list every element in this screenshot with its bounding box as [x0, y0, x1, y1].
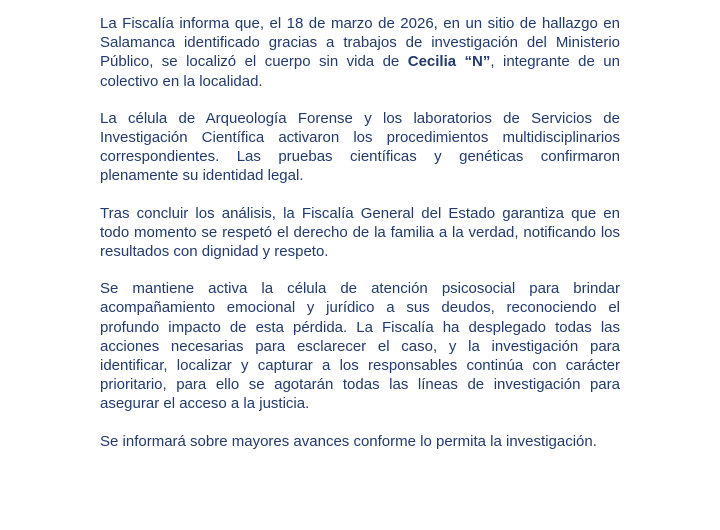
paragraph-3: Tras concluir los análisis, la Fiscalía General del Estado garantiza que en todo momento se respetó el derecho de la familia a la verdad, notificando los resultados con dignidad y respeto. — [100, 204, 620, 261]
paragraph-5: Se informará sobre mayores avances conforme lo permita la investigación. — [100, 432, 597, 450]
victim-name: Cecilia “N” — [407, 53, 491, 71]
paragraph-2: La célula de Arqueología Forense y los laboratorios de Servicios de Investigación Científica activaron los procedimientos multidisciplinarios correspondientes. Las pruebas científicas y genéticas confirmaron plenamente su identidad legal. — [100, 109, 620, 185]
paragraph-1-after: , integrante de un colectivo en la localidad. — [100, 53, 620, 90]
paragraph-1-before: La Fiscalía informa que, el 18 de marzo de 2026, en un sitio de hallazgo en Salamanca identificado gracias a trabajos de investigación del Ministerio Público, se localizó el cuerpo sin vida de — [100, 15, 620, 71]
paragraph-4: Se mantiene activa la célula de atención psicosocial para brindar acompañamiento emocional y jurídico a sus deudos, reconociendo el profundo impacto de esta pérdida. La Fiscalía ha desplegado todas las acciones necesarias para esclarecer el caso, y la investigación para identificar, localizar y capturar a los responsables continúa con carácter prioritario, para ello se agotarán todas las líneas de investigación para asegurar el acceso a la justicia. — [100, 280, 620, 413]
paragraph-1 — [100, 14, 620, 91]
statement-body — [100, 14, 620, 469]
